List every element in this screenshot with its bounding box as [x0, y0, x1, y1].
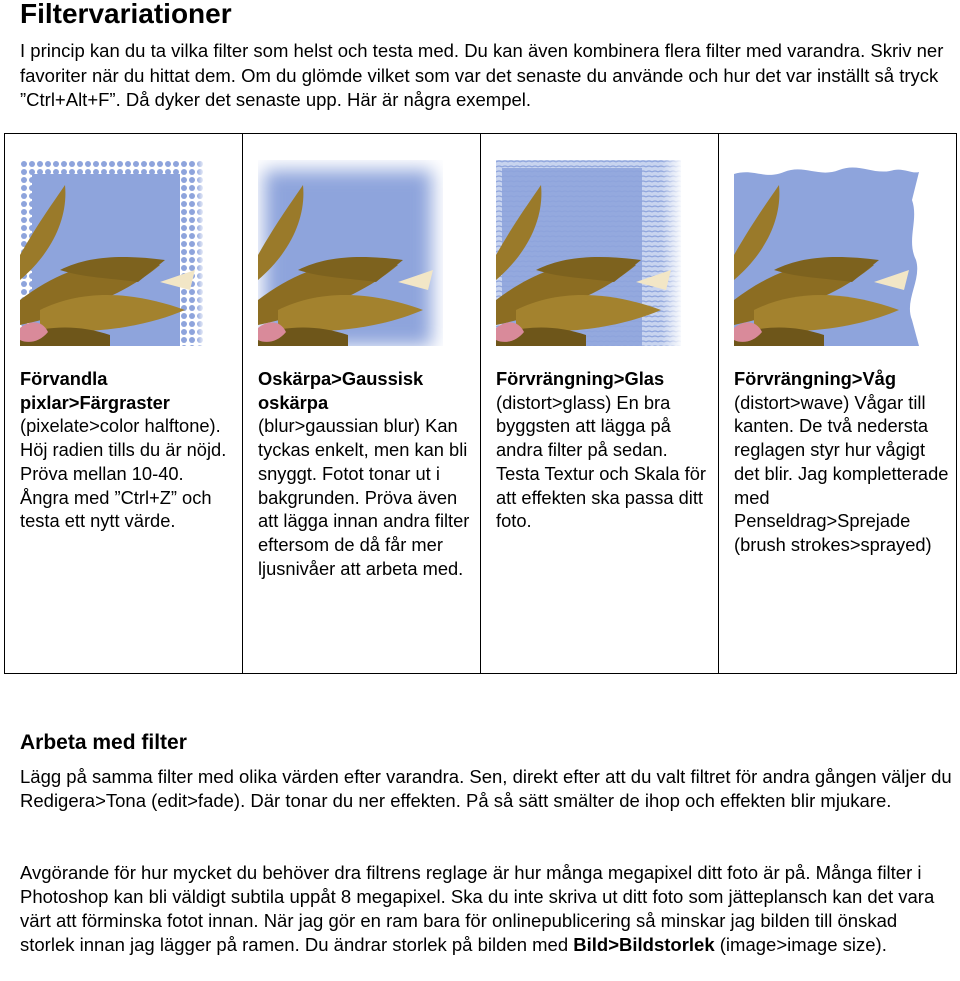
wave-example-image: [734, 160, 919, 346]
section-paragraph-2: [20, 861, 955, 957]
example-wave: [719, 134, 957, 674]
glass-example-image: [496, 160, 681, 346]
example-wave-heading: Förvrängning>Våg: [734, 368, 897, 389]
section-paragraph-2-text: Avgörande för hur mycket du behöver dra filtrens reglage är hur många megapixel ditt foto är på. Många filter i Photoshop kan bli väldigt subtila uppåt 8 megapixel. Ska du inte skriva ut ditt foto som jätteplansch kan det vara värt att förminska fotot innan. När jag gör en ram bara för onlinepublicering så minskar jag bilden till önskad storlek innan jag lägger på ramen. Du ändrar storlek på bilden med: [20, 862, 935, 955]
example-glass-body: (distort>glass) En bra byggsten att lägga på andra filter på sedan. Testa Textur och Skala för att effekten ska passa ditt foto.: [496, 391, 707, 532]
section-heading: Arbeta med filter: [20, 731, 187, 754]
example-glass: [481, 134, 719, 674]
menu-path-bildstorlek: Bild>Bildstorlek: [573, 934, 715, 955]
halftone-example-image: [20, 160, 205, 346]
example-halftone-body: (pixelate>color halftone). Höj radien tills du är nöjd. Pröva mellan 10-40. Ångra med ”Ctrl+Z” och testa ett nytt värde.: [20, 415, 227, 532]
gaussian-blur-example-image: [258, 160, 443, 346]
example-halftone-heading: Förvandla pixlar>Färgraster: [20, 368, 170, 413]
example-wave-body: (distort>wave) Vågar till kanten. De två nedersta reglagen styr hur vågigt det blir. Jag kompletterade med Penseldrag>Sprejade (brush strokes>sprayed): [734, 391, 949, 555]
example-gaussian-blur: [243, 134, 481, 674]
example-gaussian-blur-heading: Oskärpa>Gaussisk oskärpa: [258, 368, 424, 413]
example-glass-heading: Förvrängning>Glas: [496, 368, 665, 389]
example-halftone: [5, 134, 243, 674]
filter-examples-table: [4, 133, 957, 674]
intro-paragraph: I princip kan du ta vilka filter som helst och testa med. Du kan även kombinera flera filter med varandra. Skriv ner favoriter när du hittat dem. Om du glömde vilket som var det senaste du använde och hur det var inställt så tryck ”Ctrl+Alt+F”. Då dyker det senaste upp. Här är några exempel.: [20, 40, 944, 110]
example-gaussian-blur-body: (blur>gaussian blur) Kan tyckas enkelt, men kan bli snyggt. Fotot tonar ut i bakgrunden. Pröva även att lägga innan andra filter eftersom de då får mer ljusnivåer att arbeta med.: [258, 415, 470, 579]
section-paragraph-2-end: (image>image size).: [714, 934, 887, 955]
page-title: Filtervariationer: [20, 0, 232, 29]
section-paragraph-1: Lägg på samma filter med olika värden efter varandra. Sen, direkt efter att du valt filtret för andra gången väljer du Redigera>Tona (edit>fade). Där tonar du ner effekten. På så sätt smälter de ihop och effekten blir mjukare.: [20, 766, 952, 811]
